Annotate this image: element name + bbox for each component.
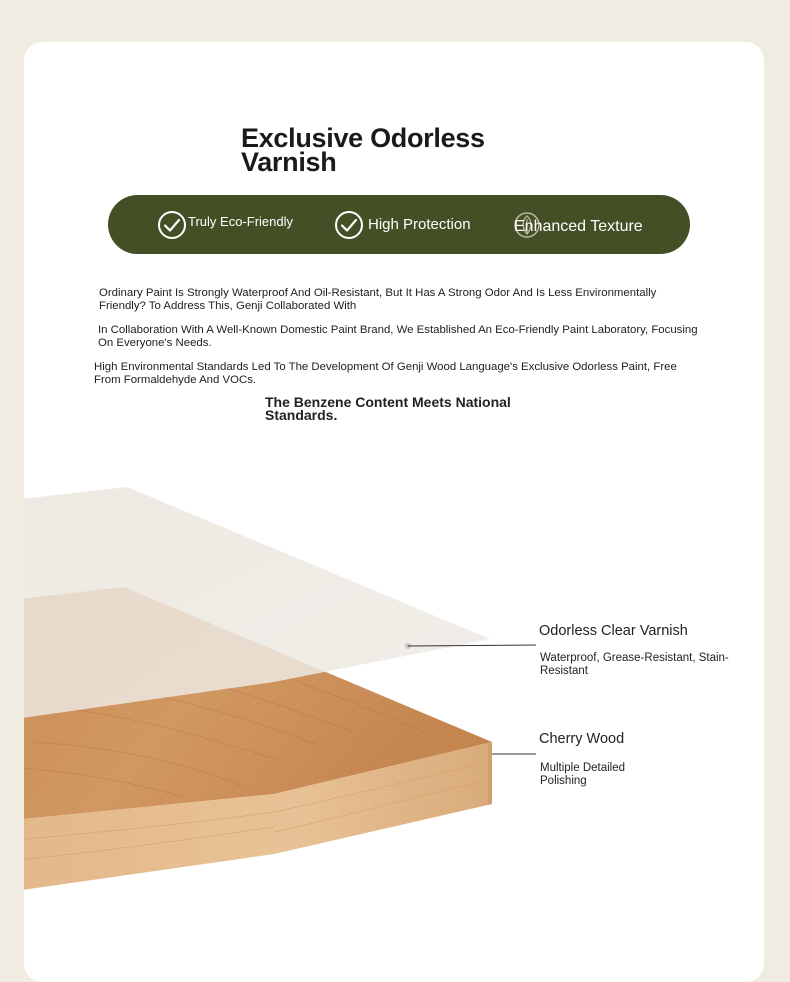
benzene-statement: The Benzene Content Meets National Standards.	[265, 394, 511, 423]
layer-subtitle-wood: Multiple Detailed Polishing	[540, 762, 626, 787]
content-card	[24, 42, 764, 982]
description-paragraph: In Collaboration With A Well-Known Domestic Paint Brand, We Established An Eco-Friendly Paint Laboratory, Focusing On Everyone's Needs.	[98, 324, 698, 349]
layer-subtitle-varnish: Waterproof, Grease-Resistant, Stain-Resistant	[540, 652, 729, 677]
page-title: Exclusive Odorless Varnish	[241, 123, 485, 177]
wood-board-corner	[488, 742, 492, 805]
feature-label: High Protection	[368, 216, 471, 233]
layer-title-varnish: Odorless Clear Varnish	[539, 623, 688, 639]
description-paragraph: Ordinary Paint Is Strongly Waterproof And Oil-Resistant, But It Has A Strong Odor And Is Less Environmentally Friendly? To Address This, Genji Collaborated With	[99, 287, 657, 312]
feature-label: Enhanced Texture	[514, 218, 643, 235]
feature-label: Truly Eco-Friendly	[188, 213, 293, 229]
wood-layers-illustration	[24, 42, 764, 982]
layer-title-wood: Cherry Wood	[539, 731, 625, 747]
description-paragraph: High Environmental Standards Led To The Development Of Genji Wood Language's Exclusive Odorless Paint, Free From Formaldehyde And VOCs.	[94, 361, 677, 386]
